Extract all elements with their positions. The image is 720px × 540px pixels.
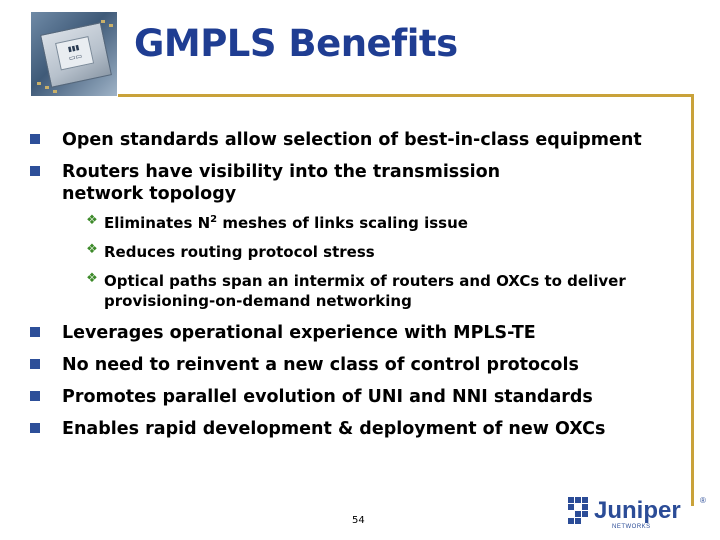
square-bullet-icon — [30, 391, 40, 401]
diamond-bullet-icon: ❖ — [86, 271, 98, 286]
page-number: 54 — [352, 515, 365, 526]
sub-bullet-item: ❖ Optical paths span an intermix of routers and OXCs to deliver provisioning-on-demand networking — [86, 271, 626, 310]
bullet-item: Open standards allow selection of best-in-class equipment — [38, 129, 678, 151]
square-bullet-icon — [30, 327, 40, 337]
square-bullet-icon — [30, 423, 40, 433]
sub-bullet-item: ❖ Eliminates $N^2$ meshes of links scaling issue — [86, 213, 468, 232]
bullet-item: Leverages operational experience with MPLS-TE — [38, 322, 678, 344]
bullet-text-continued: network topology — [62, 184, 237, 204]
square-bullet-icon — [30, 166, 40, 176]
diamond-bullet-icon: ❖ — [86, 213, 98, 228]
bullet-item: No need to reinvent a new class of control protocols — [38, 354, 678, 376]
bullet-item: Enables rapid development & deployment of new OXCs — [38, 418, 678, 440]
bullet-item: Promotes parallel evolution of UNI and NNI standards — [38, 386, 678, 408]
bullet-item — [38, 161, 678, 205]
bullet-text: Routers have visibility into the transmission — [62, 162, 501, 182]
chip-die: ▮▮▮ ▭▭ — [55, 36, 94, 70]
slide-title: GMPLS Benefits — [134, 22, 458, 65]
chip-package — [40, 22, 112, 88]
sub-bullet-item: ❖ Reduces routing protocol stress — [86, 242, 375, 261]
juniper-logo — [568, 493, 714, 531]
chip-image — [31, 12, 117, 96]
registered-mark: ® — [700, 496, 706, 505]
frame-right-line — [691, 94, 694, 506]
logo-tagline: NETWORKS — [612, 524, 651, 530]
diamond-bullet-icon: ❖ — [86, 242, 98, 257]
logo-wordmark: Juniper — [594, 497, 681, 524]
square-bullet-icon — [30, 359, 40, 369]
frame-top-line — [118, 94, 694, 97]
square-bullet-icon — [30, 134, 40, 144]
